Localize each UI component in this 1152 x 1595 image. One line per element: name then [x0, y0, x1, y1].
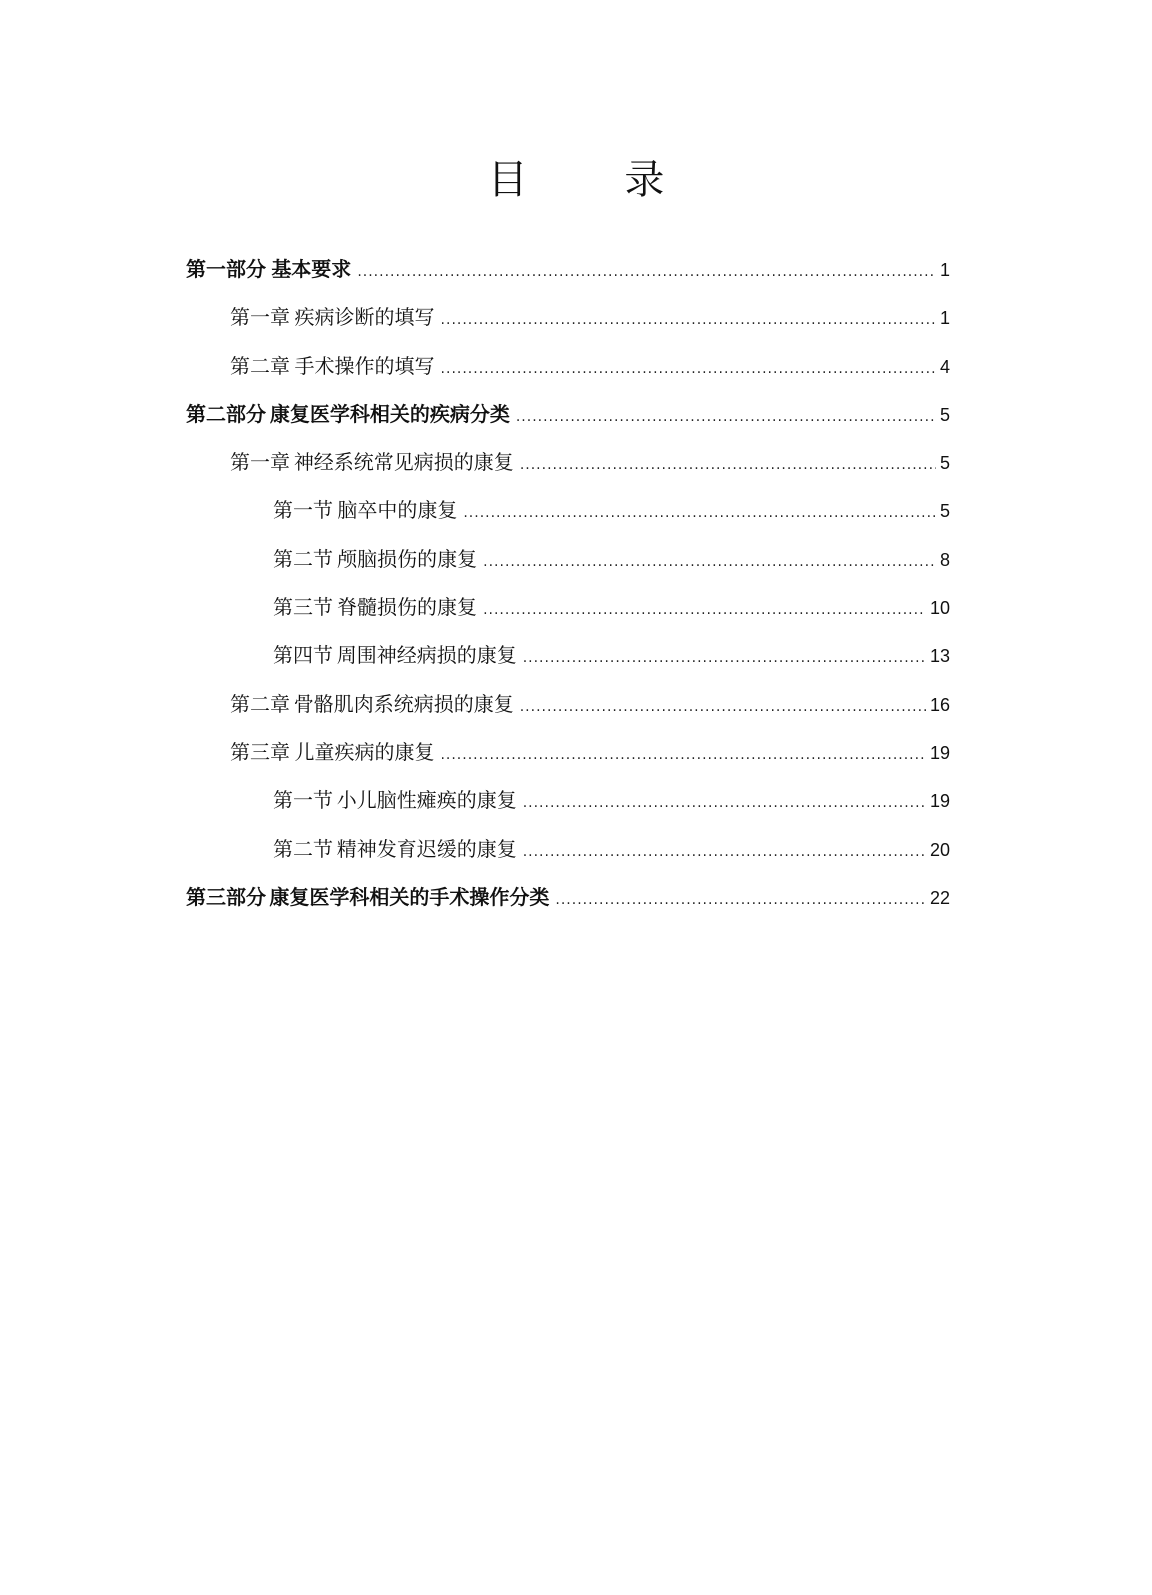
toc-leader-dots — [523, 634, 926, 682]
toc-leader-dots — [440, 731, 926, 779]
toc-entry[interactable] — [0, 486, 950, 534]
toc-entry[interactable] — [0, 873, 950, 921]
toc-entry[interactable] — [0, 390, 950, 438]
toc-entry[interactable] — [0, 438, 950, 486]
toc-entry-page: 20 — [929, 839, 950, 860]
toc-entry[interactable] — [0, 535, 950, 583]
toc-entry[interactable] — [0, 728, 950, 776]
toc-entry-title: 基本要求 — [271, 257, 352, 281]
table-of-contents — [0, 245, 1152, 921]
toc-entry-page: 1 — [939, 308, 950, 329]
toc-entry-number: 第一章 — [230, 450, 290, 475]
toc-entry-page: 4 — [939, 356, 950, 377]
toc-entry-page: 8 — [939, 549, 950, 570]
toc-entry-number: 第二章 — [230, 691, 290, 716]
toc-entry-title: 疾病诊断的填写 — [294, 305, 435, 330]
toc-entry[interactable] — [0, 631, 950, 679]
toc-leader-dots — [441, 296, 936, 344]
toc-entry-number: 第一部分 — [186, 257, 266, 281]
toc-entry-title: 周围神经病损的康复 — [336, 643, 517, 668]
toc-entry-title: 小儿脑性瘫痪的康复 — [336, 788, 517, 813]
toc-entry[interactable] — [0, 825, 950, 873]
toc-entry-number: 第二章 — [230, 353, 290, 378]
toc-entry-page: 19 — [929, 742, 950, 763]
toc-leader-dots — [483, 538, 936, 586]
toc-entry-page: 1 — [939, 260, 950, 280]
toc-entry-title: 精神发育迟缓的康复 — [336, 836, 517, 861]
toc-entry-page: 5 — [939, 453, 950, 474]
toc-entry-title: 脊髓损伤的康复 — [337, 595, 478, 620]
toc-leader-dots — [523, 828, 926, 876]
toc-entry-title: 脑卒中的康复 — [337, 498, 458, 523]
toc-entry[interactable] — [0, 583, 950, 631]
toc-leader-dots — [441, 345, 936, 393]
toc-entry-number: 第一节 — [273, 788, 333, 813]
toc-leader-dots — [520, 441, 936, 489]
toc-leader-dots — [483, 586, 926, 634]
toc-leader-dots — [520, 683, 926, 731]
toc-entry-title: 康复医学科相关的手术操作分类 — [269, 884, 550, 909]
toc-leader-dots — [463, 489, 936, 537]
toc-entry-number: 第二节 — [273, 836, 333, 861]
toc-entry-number: 第一节 — [273, 498, 333, 523]
toc-entry-page: 13 — [929, 646, 950, 667]
toc-entry-number: 第二节 — [273, 546, 333, 571]
toc-leader-dots — [357, 248, 936, 296]
toc-entry-number: 第三部分 — [186, 884, 266, 909]
toc-entry-number: 第三节 — [273, 595, 333, 620]
toc-leader-dots — [555, 876, 926, 924]
toc-entry[interactable] — [0, 342, 950, 390]
toc-entry-title: 手术操作的填写 — [294, 353, 435, 378]
toc-entry-page: 5 — [939, 501, 950, 522]
toc-entry[interactable] — [0, 245, 950, 293]
page-title: 目 录 — [487, 157, 707, 203]
toc-entry-page: 19 — [929, 791, 950, 812]
toc-entry-page: 16 — [929, 694, 950, 715]
toc-entry-title: 骨骼肌肉系统病损的康复 — [293, 691, 514, 716]
toc-entry-page: 10 — [929, 598, 950, 619]
toc-leader-dots — [516, 393, 936, 441]
toc-entry-page: 22 — [929, 887, 950, 908]
toc-entry-number: 第四节 — [273, 643, 333, 668]
toc-entry-number: 第二部分 — [186, 401, 266, 426]
toc-entry[interactable] — [0, 293, 950, 341]
toc-entry-page: 5 — [939, 404, 950, 425]
toc-entry-title: 康复医学科相关的疾病分类 — [269, 401, 510, 426]
toc-entry-number: 第三章 — [230, 739, 290, 764]
toc-entry-title: 儿童疾病的康复 — [294, 739, 435, 764]
toc-entry-title: 神经系统常见病损的康复 — [293, 450, 514, 475]
toc-leader-dots — [523, 779, 926, 827]
toc-entry-title: 颅脑损伤的康复 — [337, 546, 478, 571]
toc-entry[interactable] — [0, 776, 950, 824]
toc-entry-number: 第一章 — [230, 305, 290, 330]
toc-entry[interactable] — [0, 680, 950, 728]
